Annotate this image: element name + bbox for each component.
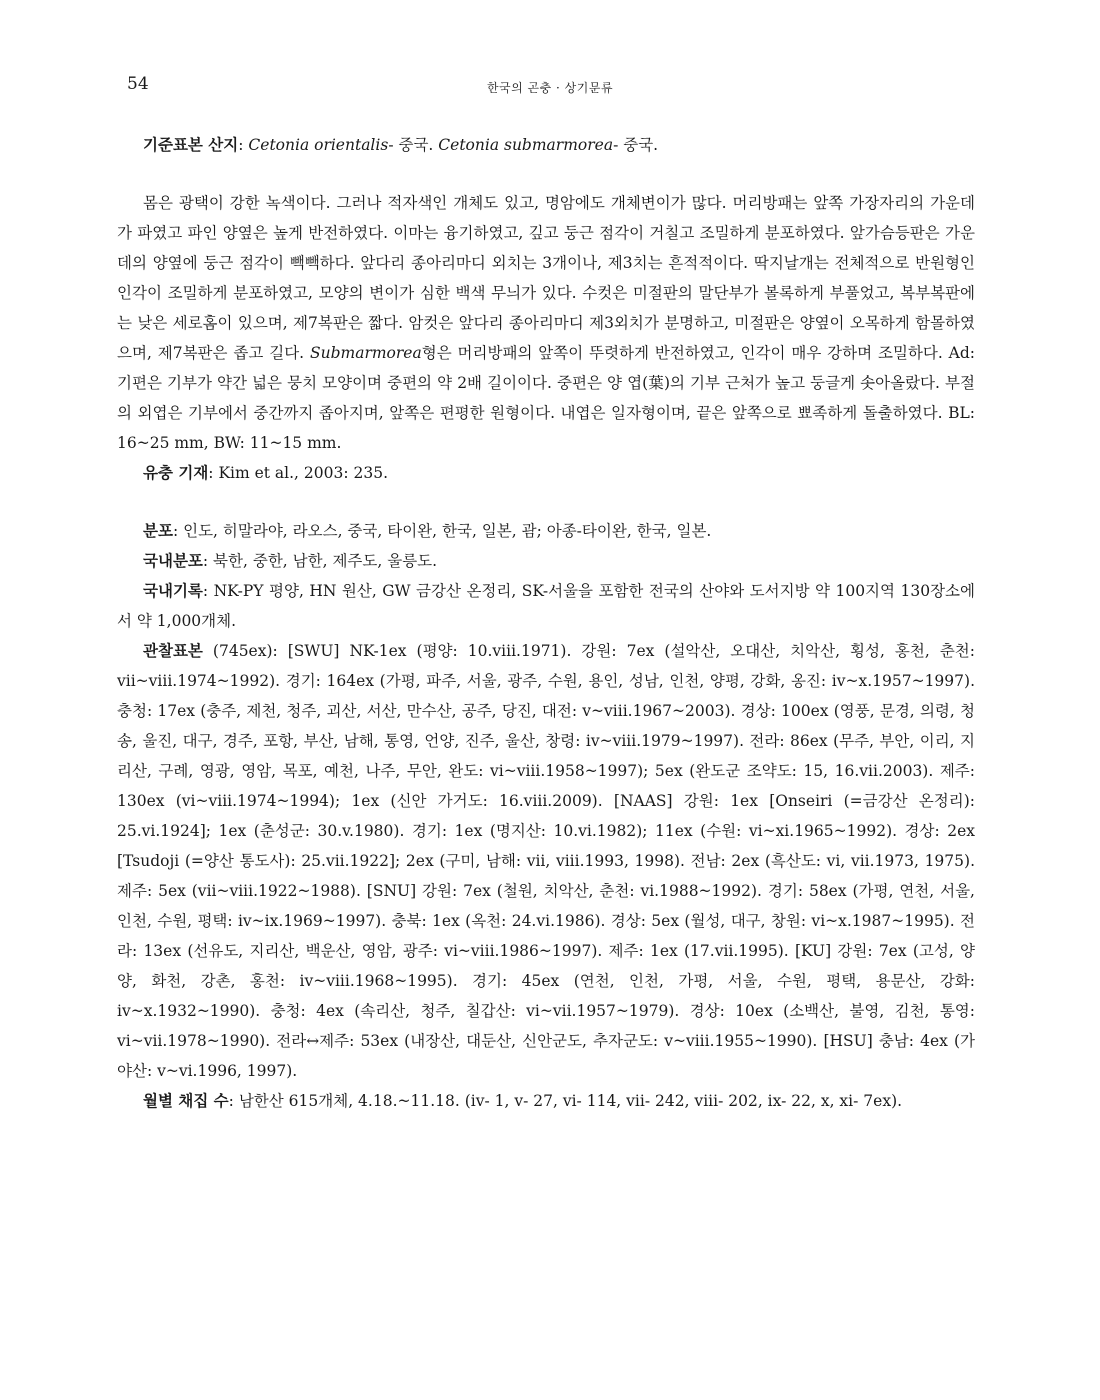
domestic-records-text: : NK-PY 평양, HN 원산, GW 금강산 온정리, SK-서울을 포함한 전국의 산야와 도서지방 약 100지역 130장소에서 약 1,000개체. bbox=[117, 582, 975, 630]
larva-label: 유충 기재 bbox=[143, 463, 209, 482]
type-locality-1: - 중국. bbox=[388, 136, 434, 154]
description-paragraph bbox=[117, 188, 975, 458]
domestic-distribution-label: 국내분포 bbox=[143, 551, 203, 570]
distribution bbox=[117, 516, 975, 546]
specimens-text: (745ex): [SWU] NK-1ex (평양: 10.viii.1971). 강원: 7ex (설악산, 오대산, 치악산, 횡성, 홍천, 춘천: vii~viii.1974~1992). 경기: 164ex (가평, 파주, 서울, 광주, 수원, 용인, 성남, 인천, 양평, 강화, 옹진: iv~x.1957~1997). 충청: 17ex (충주, 제천, 청주, 괴산, 서산, 만수산, 공주, 당진, 대전: v~viii.1967~2003). 경상: 100ex (영풍, 문경, 의령, 청송, 울진, 대구, 경주, 포항, 부산, 남해, 통영, 언양, 진주, 울산, 창령: iv~viii.1979~1997). 전라: 86ex (무주, 부안, 이리, 지리산, 구례, 영광, 영암, 목포, 예천, 나주, 무안, 완도: vi~viii.1958~1997); 5ex (완도군 조약도: 15, 16.vii.2003). 제주: 130ex (vi~viii.1974~1994); 1ex (신안 가거도: 16.viii.2009). [NAAS] 강원: 1ex [Onseiri (=금강산 온정리): 25.vi.1924]; 1ex (춘성군: 30.v.1980). 경기: 1ex (명지산: 10.vi.1982); 11ex (수원: vi~xi.1965~1992). 경상: 2ex [Tsudoji (=양산 통도사): 25.vii.1922]; 2ex (구미, 남해: vii, viii.1993, 1998). 전남: 2ex (흑산도: vi, vii.1973, 1975). 제주: 5ex (vii~viii.1922~1988). [SNU] 강원: 7ex (철원, 치악산, 춘천: vi.1988~1992). 경기: 58ex (가평, 연천, 서울, 인천, 수원, 평택: iv~ix.1969~1997). 충북: 1ex (옥천: 24.vi.1986). 경상: 5ex (월성, 대구, 창원: vi~x.1987~1995). 전라: 13ex (선유도, 지리산, 백운산, 영암, 광주: vi~viii.1986~1997). 제주: 1ex (17.vii.1995). [KU] 강원: 7ex (고성, 양양, 화천, 강촌, 홍천: iv~viii.1968~1995). 경기: 45ex (연천, 인천, 가평, 서울, 수원, 평택, 용문산, 강화: iv~x.1932~1990). 충청: 4ex (속리산, 청주, 칠갑산: vi~vii.1957~1979). 경상: 10ex (소백산, 불영, 김천, 통영: vi~vii.1978~1990). 전라↔제주: 53ex (내장산, 대둔산, 신안군도, 추자군도: v~viii.1955~1990). [HSU] 충남: 4ex (가야산: v~vi.1996, 1997). bbox=[117, 642, 975, 1080]
type-locality: 기준표본 산지: Cetonia orientalis- 중국. Cetonia submarmorea- 중국. bbox=[143, 135, 659, 154]
monthly-label: 월별 채집 수 bbox=[143, 1091, 229, 1110]
page-number: 54 bbox=[127, 74, 149, 94]
description-text-2: 형은 머리방패의 앞쪽이 뚜렷하게 반전하였고, 인각이 매우 강하며 조밀하다. Ad: 기편은 기부가 약간 넓은 뭉치 모양이며 중편의 약 2배 길이이다. 중편은 양 엽(葉)의 기부 근처가 높고 둥글게 솟아올랐다. 부절의 외엽은 기부에서 중간까지 좁아지며, 앞쪽은 편평한 원형이다. 내엽은 일자형이며, 끝은 앞쪽으로 뾰족하게 돌출하였다. BL: 16~25 mm, BW: 11~15 mm. bbox=[117, 344, 976, 452]
domestic-records bbox=[117, 576, 975, 636]
larva-text: : Kim et al., 2003: 235. bbox=[208, 464, 389, 482]
distribution-text: : 인도, 히말라야, 라오스, 중국, 타이완, 한국, 일본, 괌; 아종-타이완, 한국, 일본. bbox=[172, 522, 712, 540]
description-italic-term: Submarmorea bbox=[309, 344, 422, 362]
type-locality-label: 기준표본 산지 bbox=[143, 135, 239, 154]
larva-description bbox=[117, 458, 975, 488]
domestic-distribution bbox=[117, 546, 975, 576]
paragraph-gap bbox=[117, 160, 975, 188]
specimens-label: 관찰표본 bbox=[143, 641, 203, 660]
domestic-records-label: 국내기록 bbox=[143, 581, 203, 600]
examined-specimens bbox=[117, 636, 975, 1086]
running-title: 한국의 곤충 · 상기문류 bbox=[486, 81, 614, 95]
monthly-text: : 남한산 615개체, 4.18.~11.18. (iv- 1, v- 27, vi- 114, vii- 242, viii- 202, ix- 22, x, xi- 7ex). bbox=[228, 1092, 903, 1110]
species-name-1: Cetonia orientalis bbox=[248, 136, 389, 154]
description-text-1: 몸은 광택이 강한 녹색이다. 그러나 적자색인 개체도 있고, 명암에도 개체변이가 많다. 머리방패는 앞쪽 가장자리의 가운데가 파였고 파인 양옆은 높게 반전하였다. 이마는 융기하였고, 깊고 둥근 점각이 거칠고 조밀하게 분포하였다. 앞가슴등판은 가운데의 양옆에 둥근 점각이 빽빽하다. 앞다리 종아리마디 외치는 3개이나, 제3치는 흔적적이다. 딱지날개는 전체적으로 반원형인 인각이 조밀하게 분포하였고, 모양의 변이가 심한 백색 무늬가 있다. 수컷은 미절판의 말단부가 볼록하게 부풀었고, 복부복판에는 낮은 세로홈이 있으며, 제7복판은 짧다. 암컷은 앞다리 종아리마디 제3외치가 분명하고, 미절판은 양옆이 오목하게 함몰하였으며, 제7복판은 좁고 길다. bbox=[117, 194, 975, 362]
species-name-2: Cetonia submarmorea bbox=[438, 136, 614, 154]
paragraph-gap bbox=[117, 488, 975, 516]
type-locality-2: - 중국. bbox=[613, 136, 659, 154]
domestic-distribution-text: : 북한, 중한, 남한, 제주도, 울릉도. bbox=[202, 552, 438, 570]
distribution-label: 분포 bbox=[143, 521, 173, 540]
monthly-collection bbox=[117, 1086, 975, 1116]
document-body bbox=[117, 130, 975, 1116]
